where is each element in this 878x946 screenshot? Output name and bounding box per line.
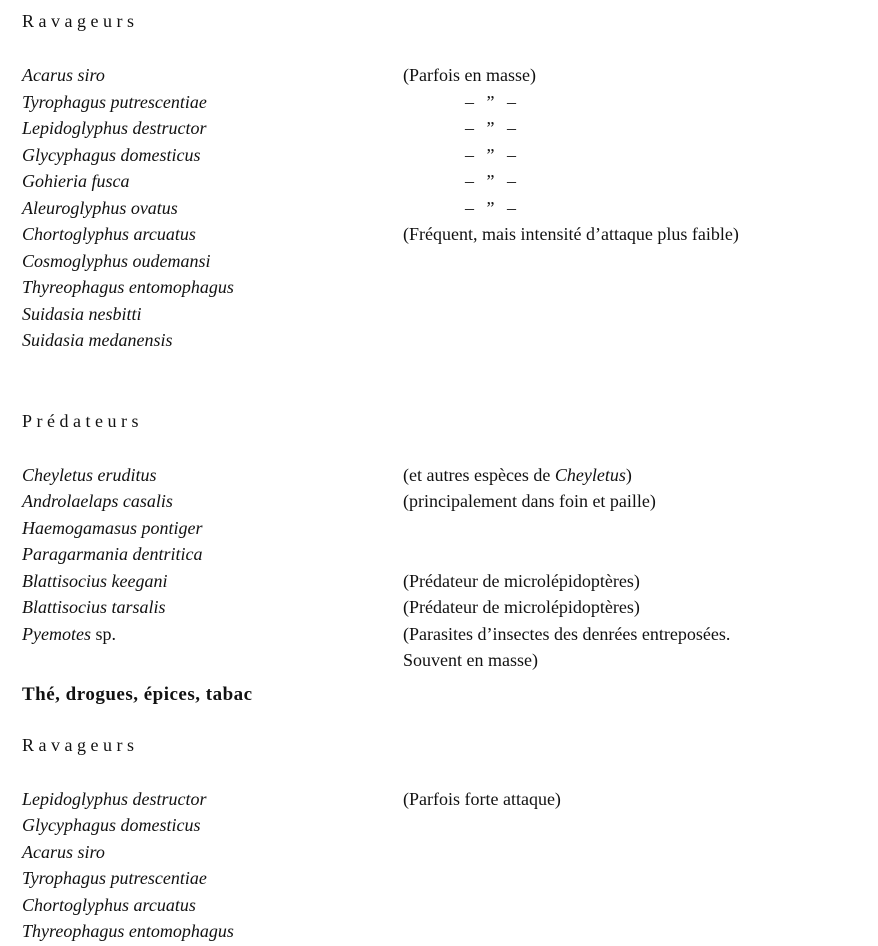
species-name-part: Glycyphagus domesticus	[22, 144, 201, 165]
species-name-part: Suidasia medanensis	[22, 330, 173, 350]
species-row	[22, 327, 878, 354]
species-name-part: Suidasia nesbitti	[22, 303, 142, 324]
species-name	[22, 786, 403, 813]
section-heading: Ravageurs	[22, 734, 139, 755]
species-name-part: Paragarmania dentritica	[22, 544, 203, 564]
species-name-part: Blattisocius tarsalis	[22, 597, 166, 617]
note-part: (Fréquent, mais intensité d’attaque plus faible)	[403, 224, 739, 244]
species-row	[22, 839, 878, 866]
species-name-part: Chortoglyphus arcuatus	[22, 224, 196, 244]
species-name	[22, 115, 403, 142]
species-name	[22, 594, 403, 621]
species-row	[22, 301, 878, 328]
note-part: (Parasites d’insectes des denrées entreposées.	[403, 623, 731, 644]
species-name	[22, 541, 403, 568]
species-name-part: Lepidoglyphus destructor	[22, 788, 207, 809]
species-row	[22, 812, 878, 839]
species-name-part: Gohieria fusca	[22, 171, 130, 191]
note-part: (Prédateur de microlépidoptères)	[403, 597, 640, 617]
species-name	[22, 515, 403, 542]
note-part: (Parfois forte attaque)	[403, 788, 561, 809]
species-row	[22, 594, 878, 621]
species-name-part: Cheyletus eruditus	[22, 464, 157, 485]
note-part: – ” –	[465, 91, 518, 112]
species-row	[22, 541, 878, 568]
species-row	[22, 115, 878, 142]
species-name-part: sp.	[90, 623, 116, 644]
species-name-part: Pyemotes	[22, 623, 91, 644]
species-name	[22, 327, 403, 354]
species-name	[22, 839, 403, 866]
note-part: – ” –	[465, 171, 518, 191]
species-name-part: Glycyphagus domesticus	[22, 815, 201, 835]
section-heading: Ravageurs	[22, 11, 139, 31]
species-name-part: Cosmoglyphus oudemansi	[22, 250, 211, 271]
species-list	[22, 462, 878, 674]
species-row	[22, 488, 878, 515]
species-list	[22, 786, 878, 945]
species-note	[403, 115, 878, 142]
section-heading: Prédateurs	[22, 410, 143, 431]
species-name-part: Aleuroglyphus ovatus	[22, 197, 178, 218]
species-row	[22, 786, 878, 813]
species-note	[403, 142, 878, 169]
species-name	[22, 462, 403, 489]
species-name	[22, 892, 403, 919]
section-heading: Thé, drogues, épices, tabac	[22, 683, 253, 705]
note-part: (et autres espèces de	[403, 464, 555, 485]
species-row	[22, 462, 878, 489]
note-part: (principalement dans foin et paille)	[403, 491, 656, 511]
species-section	[22, 408, 878, 674]
species-name	[22, 274, 403, 301]
species-note	[403, 221, 878, 248]
species-row	[22, 568, 878, 595]
species-row	[22, 918, 878, 945]
species-row	[22, 515, 878, 542]
species-name	[22, 248, 403, 275]
species-name-part: Blattisocius keegani	[22, 570, 168, 591]
note-part: )	[625, 464, 632, 485]
species-note	[403, 168, 878, 195]
species-name	[22, 621, 403, 648]
species-name-part: Thyreophagus entomophagus	[22, 277, 234, 297]
note-part: Cheyletus	[554, 464, 626, 485]
species-name	[22, 918, 403, 945]
species-row	[22, 89, 878, 116]
species-row	[22, 62, 878, 89]
species-note	[403, 594, 878, 621]
species-note	[403, 462, 878, 489]
species-name	[22, 568, 403, 595]
species-name	[22, 62, 403, 89]
species-name	[22, 195, 403, 222]
species-row	[22, 621, 878, 674]
species-row	[22, 274, 878, 301]
species-section	[22, 732, 878, 945]
species-name	[22, 221, 403, 248]
species-note	[403, 89, 878, 116]
species-row	[22, 142, 878, 169]
species-row	[22, 248, 878, 275]
species-list	[22, 62, 878, 354]
species-row	[22, 892, 878, 919]
species-section	[22, 682, 878, 708]
species-note	[403, 62, 878, 89]
note-part: (Parfois en masse)	[403, 65, 536, 85]
species-name-part: Tyrophagus putrescentiae	[22, 91, 207, 112]
species-name	[22, 168, 403, 195]
species-name-part: Lepidoglyphus destructor	[22, 118, 207, 138]
species-name-part: Acarus siro	[22, 841, 105, 862]
species-name	[22, 301, 403, 328]
species-name	[22, 488, 403, 515]
species-note	[403, 488, 878, 515]
species-note	[403, 621, 878, 674]
species-name-part: Acarus siro	[22, 65, 105, 85]
species-name-part: Chortoglyphus arcuatus	[22, 894, 196, 915]
species-row	[22, 195, 878, 222]
species-note	[403, 568, 878, 595]
species-name	[22, 142, 403, 169]
note-part: – ” –	[465, 118, 518, 138]
species-name	[22, 865, 403, 892]
note-part: – ” –	[465, 144, 518, 165]
species-name-part: Androlaelaps casalis	[22, 491, 173, 511]
species-row	[22, 168, 878, 195]
species-row	[22, 221, 878, 248]
note-part: (Prédateur de microlépidoptères)	[403, 570, 640, 591]
species-section	[22, 8, 878, 354]
species-row	[22, 865, 878, 892]
species-name	[22, 812, 403, 839]
species-name-part: Haemogamasus pontiger	[22, 517, 203, 538]
species-name-part: Thyreophagus entomophagus	[22, 921, 234, 941]
species-name	[22, 89, 403, 116]
species-name-part: Tyrophagus putrescentiae	[22, 868, 207, 888]
note-part: – ” –	[465, 197, 518, 218]
species-note	[403, 195, 878, 222]
note-part: Souvent en masse)	[403, 650, 538, 670]
species-note	[403, 786, 878, 813]
